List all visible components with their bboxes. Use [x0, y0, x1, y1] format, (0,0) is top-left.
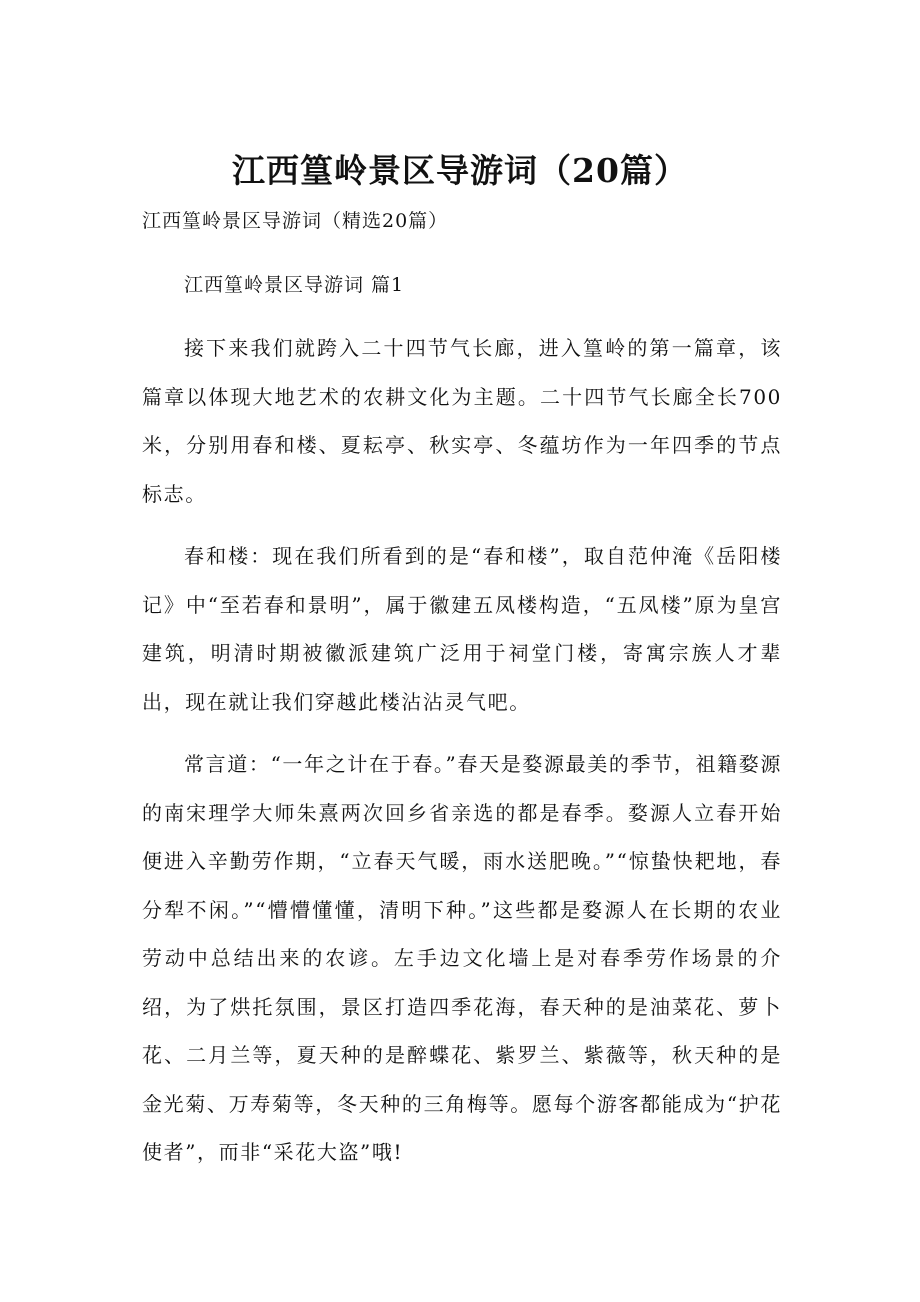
document-title: 江西篁岭景区导游词（20篇） [232, 151, 688, 190]
document-subtitle: 江西篁岭景区导游词（精选20篇） [142, 210, 449, 232]
paragraph-intro: 接下来我们就跨入二十四节气长廊，进入篁岭的第一篇章，该篇章以体现大地艺术的农耕文化为主题。二十四节气长廊全长700米，分别用春和楼、夏耘亭、秋实亭、冬蕴坊作为一年四季的节点标志。 [142, 336, 782, 506]
paragraph-chunhe-tower: 春和楼：现在我们所看到的是“春和楼”，取自范仲淹《岳阳楼记》中“至若春和景明”，属于徽建五凤楼构造，“五凤楼”原为皇宫建筑，明清时期被徽派建筑广泛用于祠堂门楼，寄寓宗族人才辈出，现在就让我们穿越此楼沾沾灵气吧。 [142, 544, 782, 714]
paragraph-spring: 常言道：“一年之计在于春。”春天是婺源最美的季节，祖籍婺源的南宋理学大师朱熹两次回乡省亲选的都是春季。婺源人立春开始便进入辛勤劳作期，“立春天气暖，雨水送肥晚。”“惊蛰快耙地，春分犁不闲。”“懵懵懂懂，清明下种。”这些都是婺源人在长期的农业劳动中总结出来的农谚。左手边文化墙上是对春季劳作场景的介绍，为了烘托氛围，景区打造四季花海，春天种的是油菜花、萝卜花、二月兰等，夏天种的是醉蝶花、紫罗兰、紫薇等，秋天种的是金光菊、万寿菊等，冬天种的三角梅等。愿每个游客都能成为“护花使者”，而非“采花大盗”哦! [142, 752, 782, 1164]
section-heading: 江西篁岭景区导游词 篇1 [184, 274, 405, 296]
